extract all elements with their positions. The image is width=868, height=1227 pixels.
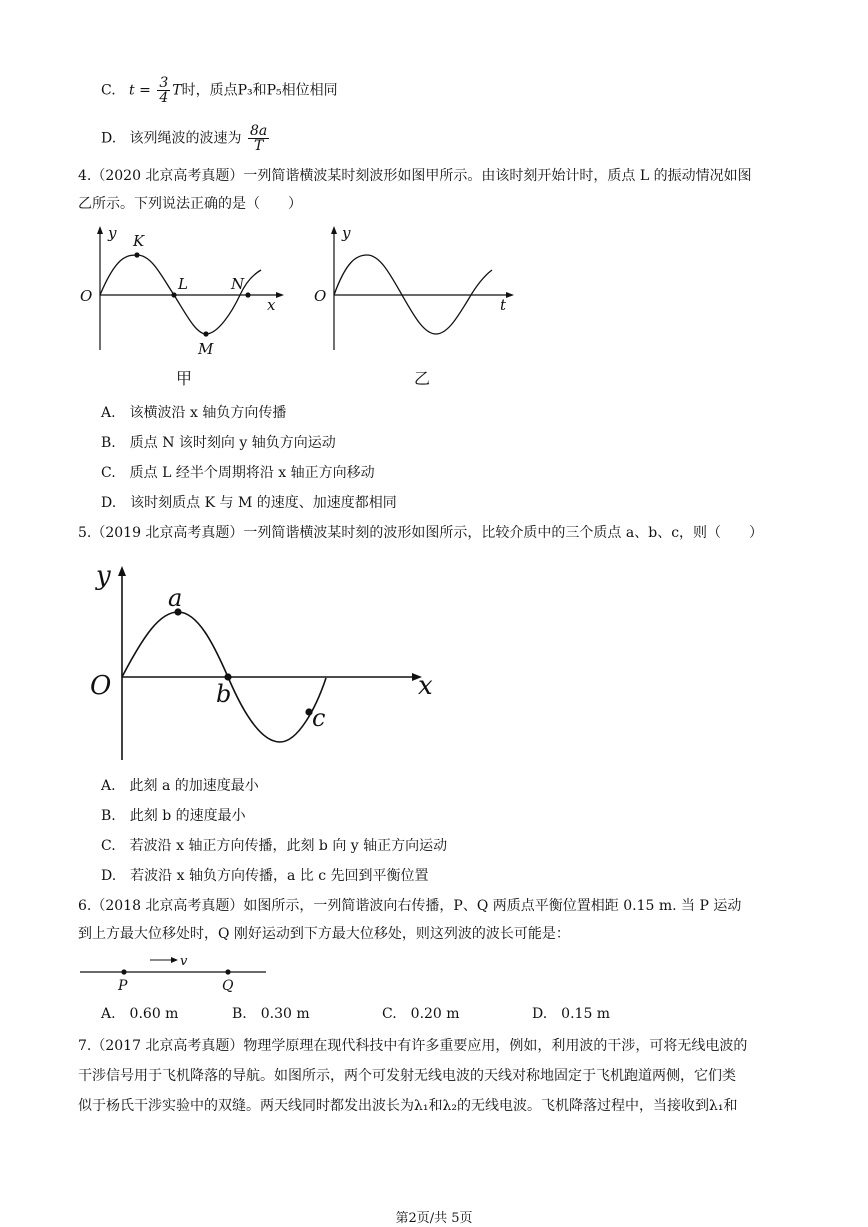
q4-option-a: A. 该横波沿 x 轴负方向传播 — [101, 405, 287, 421]
q5-b-label: b — [216, 680, 232, 708]
q6-option-b: B. 0.30 m — [232, 1006, 310, 1022]
q6-option-c: C. 0.20 m — [382, 1006, 460, 1022]
q4-stem-line2: 乙所示。下列说法正确的是（ ） — [78, 196, 302, 212]
q3-option-c: C. t = $\frac{3}{4}$ T时，质点P₃和P₅相位相同 — [101, 75, 338, 106]
q5-x-label: x — [418, 671, 433, 701]
q7-line2: 干涉信号用于飞机降落的导航。如图所示，两个可发射无线电波的天线对称地固定于飞机跑道两侧，它们类 — [78, 1068, 736, 1084]
q7-line1: 7.（2017 北京高考真题）物理学原理在现代科技中有许多重要应用，例如，利用波的干涉，可将无线电波的 — [78, 1038, 748, 1054]
q5-option-c: C. 若波沿 x 轴正方向传播，此刻 b 向 y 轴正方向运动 — [101, 838, 448, 854]
q4-figure-jia — [78, 222, 288, 392]
jia-L-label: L — [178, 275, 188, 293]
q6-stem-line2: 到上方最大位移处时，Q 刚好运动到下方最大位移处，则这列波的波长可能是： — [78, 926, 570, 942]
q5-figure — [86, 560, 446, 770]
q5-option-b: B. 此刻 b 的速度最小 — [101, 808, 246, 824]
q5-a-label: a — [168, 584, 183, 612]
q6-P-label: P — [118, 978, 128, 994]
jia-x-label: x — [267, 296, 276, 314]
q6-stem-line1: 6.（2018 北京高考真题）如图所示，一列简谐波向右传播，P、Q 两质点平衡位置相距 0.15 m. 当 P 运动 — [78, 898, 742, 914]
jia-N-label: N — [231, 275, 245, 293]
fraction-8a-over-t: $\frac{8a}{T}$ — [250, 123, 268, 154]
q6-option-a: A. 0.60 m — [101, 1006, 179, 1022]
q6-option-d: D. 0.15 m — [532, 1006, 611, 1022]
q6-Q-label: Q — [222, 978, 234, 994]
q5-option-a: A. 此刻 a 的加速度最小 — [101, 778, 259, 794]
q3-option-d: D. 该列绳波的波速为 $\frac{8a}{T}$ — [101, 123, 268, 154]
jia-caption: 甲 — [176, 369, 193, 388]
fraction-three-quarters: $\frac{3}{4}$ — [159, 75, 169, 106]
jia-y-label: y — [108, 224, 117, 242]
page-number-footer: 第2页/共 5页 — [395, 1211, 473, 1226]
q5-y-label: y — [96, 561, 111, 591]
q7-line3: 似于杨氏干涉实验中的双缝。两天线同时都发出波长为λ₁和λ₂的无线电波。飞机降落过程中，当接收到λ₁和 — [78, 1098, 738, 1114]
yi-t-label: t — [500, 296, 507, 314]
yi-O-label: O — [314, 287, 327, 305]
q4-option-b: B. 质点 N 该时刻向 y 轴负方向运动 — [101, 435, 336, 451]
q4-option-d: D. 该时刻质点 K 与 M 的速度、加速度都相同 — [101, 495, 397, 511]
yi-caption: 乙 — [414, 369, 431, 388]
q5-stem: 5.（2019 北京高考真题）一列简谐横波某时刻的波形如图所示，比较介质中的三个质点 a、b、c，则（ ） — [78, 525, 764, 541]
jia-K-label: K — [133, 232, 145, 250]
q5-option-d: D. 若波沿 x 轴负方向传播，a 比 c 先回到平衡位置 — [101, 868, 429, 884]
jia-O-label: O — [80, 287, 93, 305]
yi-y-label: y — [342, 224, 351, 242]
q4-figure-yi — [310, 222, 520, 392]
q6-v-label: v — [180, 954, 188, 969]
jia-M-label: M — [198, 340, 214, 358]
q5-O-label: O — [90, 671, 112, 701]
q6-figure — [78, 954, 278, 998]
q5-c-label: c — [312, 704, 326, 732]
q4-stem-line1: 4.（2020 北京高考真题）一列简谐横波某时刻波形如图甲所示。由该时刻开始计时，质点 L 的振动情况如图 — [78, 168, 752, 184]
q4-option-c: C. 质点 L 经半个周期将沿 x 轴正方向移动 — [101, 465, 375, 481]
